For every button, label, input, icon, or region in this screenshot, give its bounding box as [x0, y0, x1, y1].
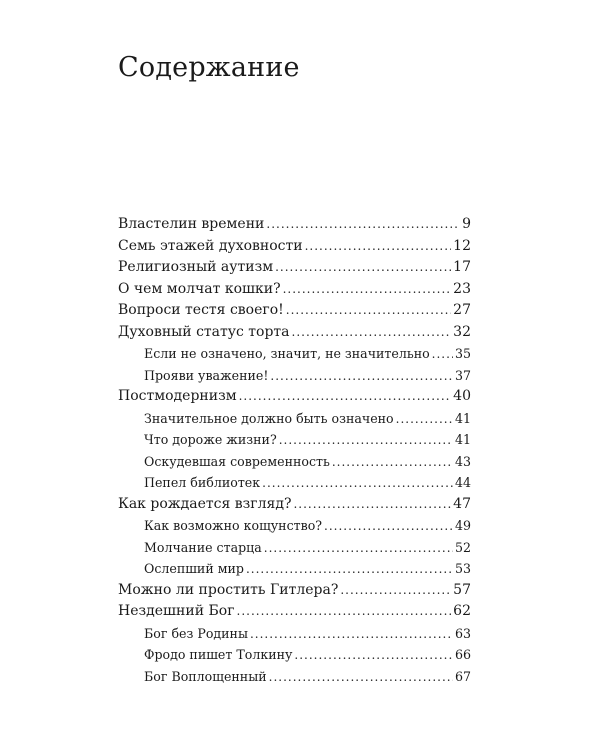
- dot-leader: [237, 601, 452, 623]
- dot-leader: [275, 257, 451, 279]
- toc-entry: [118, 558, 471, 580]
- table-of-contents: [118, 214, 471, 687]
- toc-entry-page-number: 23: [453, 280, 471, 297]
- toc-entry: [118, 236, 471, 258]
- dot-leader: [294, 645, 453, 667]
- dot-leader: [332, 452, 453, 474]
- toc-entry-page-number: 57: [453, 581, 471, 598]
- toc-entry: [118, 429, 471, 451]
- dot-leader: [292, 322, 452, 344]
- dot-leader: [270, 366, 453, 388]
- toc-entry-title: О чем молчат кошки?: [118, 280, 281, 297]
- toc-entry-page-number: 37: [454, 367, 471, 383]
- dot-leader: [262, 473, 453, 495]
- toc-entry: [118, 257, 471, 279]
- toc-entry-page-number: 47: [453, 495, 471, 512]
- toc-entry-page-number: 49: [454, 518, 471, 533]
- toc-entry-page-number: 63: [454, 625, 471, 641]
- toc-entry-title: Что дороже жизни?: [144, 432, 277, 447]
- toc-entry-title: Ослепший мир: [144, 561, 244, 576]
- toc-entry-page-number: 66: [454, 647, 471, 662]
- toc-entry: [118, 537, 471, 559]
- dot-leader: [293, 494, 451, 516]
- toc-entry: [118, 580, 471, 602]
- dot-leader: [269, 667, 453, 689]
- dot-leader: [396, 409, 453, 431]
- toc-entry-page-number: 27: [453, 302, 471, 318]
- toc-entry-title: Молчание старца: [144, 539, 262, 555]
- dot-leader: [246, 559, 453, 581]
- toc-entry-title: Фродо пишет Толкину: [144, 647, 293, 662]
- toc-entry: [118, 666, 471, 688]
- toc-entry-page-number: 67: [454, 668, 471, 684]
- dot-leader: [324, 516, 453, 538]
- toc-entry-title: Вопроси тестя своего!: [118, 302, 284, 318]
- toc-entry-title: Бог Воплощенный: [144, 668, 267, 684]
- toc-entry-page-number: 17: [453, 259, 471, 275]
- toc-entry: [118, 494, 471, 516]
- toc-entry-title: Если не означено, значит, не значительно: [144, 346, 430, 361]
- toc-entry: [118, 386, 471, 408]
- page-title: Содержание: [118, 52, 300, 83]
- dot-leader: [250, 624, 453, 646]
- toc-entry-title: Постмодернизм: [118, 388, 237, 404]
- toc-entry-page-number: 43: [454, 453, 471, 469]
- toc-entry: [118, 214, 471, 236]
- toc-entry-page-number: 40: [453, 388, 471, 404]
- toc-entry-page-number: 9: [462, 216, 471, 232]
- dot-leader: [432, 344, 453, 366]
- toc-entry: [118, 279, 471, 301]
- toc-entry-title: Как возможно кощунство?: [144, 518, 323, 533]
- dot-leader: [286, 300, 451, 322]
- dot-leader: [239, 386, 452, 408]
- toc-entry-title: Бог без Родины: [144, 625, 248, 641]
- toc-entry: [118, 322, 471, 344]
- toc-entry-page-number: 62: [453, 603, 471, 619]
- toc-entry-title: Духовный статус торта: [118, 323, 290, 340]
- toc-entry: [118, 408, 471, 430]
- dot-leader: [264, 538, 453, 560]
- toc-entry-title: Прояви уважение!: [144, 367, 269, 383]
- dot-leader: [266, 214, 460, 236]
- toc-entry-page-number: 53: [454, 561, 471, 576]
- dot-leader: [283, 279, 452, 301]
- toc-entry: [118, 451, 471, 473]
- toc-entry-title: Религиозный аутизм: [118, 259, 274, 275]
- toc-entry: [118, 601, 471, 623]
- toc-entry-page-number: 41: [454, 410, 471, 426]
- toc-entry-page-number: 52: [454, 539, 471, 555]
- toc-entry-page-number: 41: [454, 432, 471, 447]
- dot-leader: [305, 236, 452, 258]
- toc-entry-title: Нездешний Бог: [118, 603, 235, 619]
- toc-entry-title: Властелин времени: [118, 216, 265, 232]
- toc-entry: [118, 300, 471, 322]
- toc-entry-title: Можно ли простить Гитлера?: [118, 581, 339, 598]
- dot-leader: [279, 430, 453, 452]
- toc-entry-title: Семь этажей духовности: [118, 237, 303, 254]
- toc-entry-page-number: 44: [454, 475, 471, 490]
- toc-entry-page-number: 32: [453, 323, 471, 340]
- toc-entry: [118, 365, 471, 387]
- toc-entry-title: Значительное должно быть означено: [144, 410, 394, 426]
- toc-entry-title: Оскудевшая современность: [144, 453, 330, 469]
- toc-entry-page-number: 35: [454, 346, 471, 361]
- dot-leader: [340, 580, 451, 602]
- toc-entry-title: Как рождается взгляд?: [118, 495, 292, 512]
- toc-entry: [118, 623, 471, 645]
- toc-entry-page-number: 12: [453, 237, 471, 254]
- toc-entry: [118, 515, 471, 537]
- toc-entry: [118, 343, 471, 365]
- toc-entry-title: Пепел библиотек: [144, 475, 261, 490]
- toc-entry: [118, 644, 471, 666]
- toc-entry: [118, 472, 471, 494]
